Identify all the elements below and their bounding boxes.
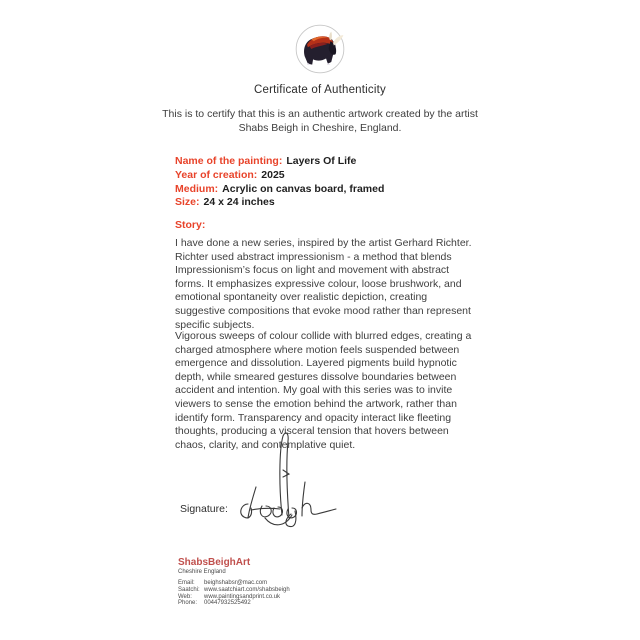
artwork-details [175,155,495,210]
detail-label: Medium: [175,182,219,195]
detail-label: Name of the painting: [175,155,283,167]
footer-contacts [178,580,290,607]
footer-location: Cheshire England [178,569,226,575]
detail-value: Layers Of Life [286,155,357,167]
signature-svg [237,430,337,530]
story-paragraph-1: I have done a new series, inspired by the artist Gerhard Richter. Richter used abstract impressionism - a method that blends Impressionism’s focus on light and movement with abstract forms. It emphasizes expressive colour, loose brushwork, and emotional spontaneity over realistic depiction, creating suggestive compositions that evoke mood rather than represent specific subjects. [175,237,472,331]
contact-label-saatchi: Saatchi: [178,586,200,593]
artist-bull-logo-icon [294,22,346,76]
detail-row-name [175,155,495,169]
detail-row-medium [175,183,495,197]
footer-brand: ShabsBeighArt [178,557,251,568]
story-paragraph-2: Vigorous sweeps of colour collide with blurred edges, creating a charged atmosphere where motion feels suspended between emergence and dissolution. Layered pigments build hypnotic depth, while smeared gestures dissolve boundaries between accident and intention. My goal with this series was to invite viewers to sense the emotion behind the artwork, rather than identify form. Transparency and opacity interact like fleeting thoughts, producing a visceral tension that hovers between chaos, clarity, and contemplative quiet. [175,330,472,451]
certificate-intro [105,108,535,135]
detail-row-size [175,196,495,210]
intro-line-2: Shabs Beigh in Cheshire, England. [238,121,402,134]
intro-line-1: This is to certify that this is an authentic artwork created by the artist [162,108,478,120]
contact-label-web: Web: [178,593,192,600]
detail-value: 24 x 24 inches [203,196,275,209]
certificate-title: Certificate of Authenticity [254,84,386,96]
detail-label: Size: [175,196,200,209]
detail-value: Acrylic on canvas board, framed [222,182,385,195]
signature-label: Signature: [180,503,228,515]
contact-label-email: Email: [178,580,195,586]
contact-value-web: www.paintingsandprint.co.uk [204,593,281,600]
bull-logo-svg [294,22,346,76]
signature-handwriting [237,430,337,530]
contact-value-email: beighshabsr@mac.com [204,580,268,586]
contact-value-phone: 00447932525492 [204,600,251,607]
contact-value-saatchi: www.saatchiart.com/shabsbeigh [204,586,290,593]
contact-label-phone: Phone: [178,600,198,607]
story-heading: Story: [175,219,206,231]
detail-value: 2025 [261,168,285,181]
footer [178,557,290,607]
detail-row-year [175,169,495,183]
detail-label: Year of creation: [175,168,258,181]
